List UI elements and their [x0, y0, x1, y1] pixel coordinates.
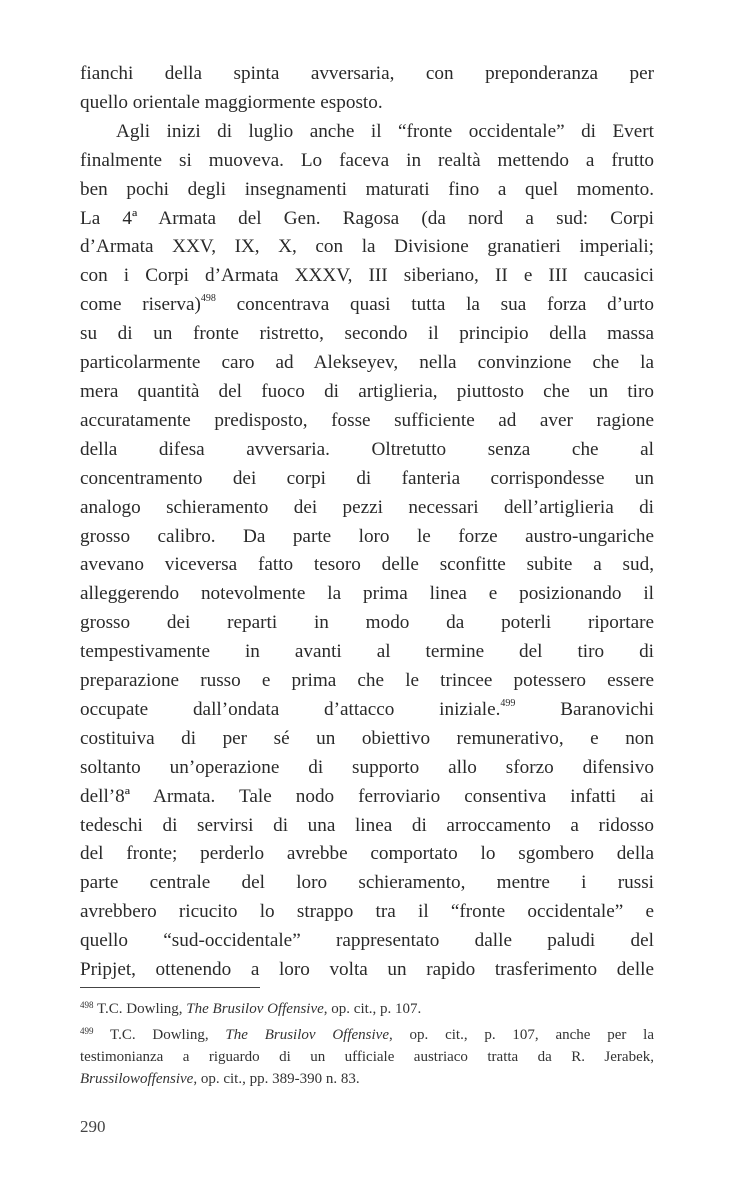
- text-line: avevano viceversa fatto tesoro delle sconfitte subite a sud,: [80, 554, 654, 576]
- text-line: preparazione russo e prima che le trincee potessero essere: [80, 670, 654, 692]
- page-body: [80, 60, 654, 985]
- paragraph-2: [80, 118, 654, 985]
- footnote-498: [80, 994, 654, 1020]
- footnote-text: , op. cit., p. 107, anche per la: [388, 1027, 654, 1043]
- footnote-ref-499: 499: [500, 697, 516, 709]
- text-line: del fronte; perderlo avrebbe comportato lo sgombero della: [80, 843, 654, 865]
- text-line: analogo schieramento dei pezzi necessari dell’artiglieria di: [80, 496, 654, 518]
- footnotes: [80, 994, 654, 1090]
- text-line: della difesa avversaria. Oltretutto senza che al: [80, 438, 654, 460]
- text-line: finalmente si muoveva. Lo faceva in realtà mettendo a frutto: [80, 149, 654, 171]
- text-line-with-note-498: [80, 291, 654, 320]
- text-line: grosso dei reparti in modo da poterli riportare: [80, 612, 654, 634]
- text-line: quello orientale maggiormente esposto.: [80, 91, 383, 113]
- text-line: particolarmente caro ad Alekseyev, nella convinzione che la: [80, 352, 654, 374]
- text-line: parte centrale del loro schieramento, mentre i russi: [80, 872, 654, 894]
- text-line: alleggerendo notevolmente la prima linea e posizionando il: [80, 583, 654, 605]
- footnote-text: , op. cit., pp. 389-390 n. 83.: [193, 1071, 360, 1087]
- footnote-499-line-2: testimonianza a riguardo di un ufficiale austriaco tratta da R. Jerabek,: [80, 1049, 654, 1065]
- text-line: con i Corpi d’Armata XXXV, III siberiano, II e III caucasici: [80, 265, 654, 287]
- footnote-number: 499: [80, 1026, 94, 1036]
- footnote-title: Brussilowoffensive: [80, 1071, 194, 1087]
- footnote-ref-498: 498: [200, 293, 216, 305]
- text-line: avrebbero ricucito lo strappo tra il “fronte occidentale” e: [80, 901, 654, 923]
- text-line: Pripjet, ottenendo a loro volta un rapido trasferimento delle: [80, 959, 654, 981]
- footnote-author: T.C. Dowling,: [96, 1001, 187, 1017]
- text-line: concentramento dei corpi di fanteria corrispondesse un: [80, 467, 654, 489]
- text-line: mera quantità del fuoco di artiglieria, piuttosto che un tiro: [80, 380, 654, 402]
- footnote-number: 498: [80, 1000, 94, 1010]
- footnote-title: The Brusilov Offensive: [186, 1001, 324, 1017]
- text-line: accuratamente predisposto, fosse sufficiente ad aver ragione: [80, 409, 654, 431]
- footnote-divider: [80, 987, 260, 988]
- text-line: soltanto un’operazione di supporto allo sforzo difensivo: [80, 756, 654, 778]
- text-fragment: occupate dall’ondata d’attacco iniziale.: [80, 698, 501, 720]
- footnote-499-line-3: [80, 1068, 654, 1090]
- text-fragment: Baranovichi: [515, 698, 654, 720]
- text-line: su di un fronte ristretto, secondo il principio della massa: [80, 323, 654, 345]
- text-line: quello “sud-occidentale” rappresentato dalle paludi del: [80, 930, 654, 952]
- text-line: ben pochi degli insegnamenti maturati fino a quel momento.: [80, 178, 654, 200]
- text-fragment: come riserva): [80, 294, 201, 316]
- footnote-text: , op. cit., p. 107.: [323, 1001, 422, 1017]
- text-line: costituiva di per sé un obiettivo remunerativo, e non: [80, 727, 654, 749]
- text-line: tedeschi di servirsi di una linea di arroccamento a ridosso: [80, 814, 654, 836]
- text-line: dell’8ª Armata. Tale nodo ferroviario consentiva infatti ai: [80, 785, 654, 807]
- footnote-title: The Brusilov Offensive: [225, 1027, 389, 1043]
- text-line: fianchi della spinta avversaria, con preponderanza per: [80, 63, 654, 84]
- text-line: tempestivamente in avanti al termine del tiro di: [80, 641, 654, 663]
- text-line: d’Armata XXV, IX, X, con la Divisione granatieri imperiali;: [80, 236, 654, 258]
- paragraph-1: [80, 60, 654, 118]
- text-line: Agli inizi di luglio anche il “fronte occidentale” di Evert: [116, 120, 654, 142]
- text-line: grosso calibro. Da parte loro le forze austro-ungariche: [80, 525, 654, 547]
- text-fragment: concentrava quasi tutta la sua forza d’urto: [215, 294, 654, 316]
- page-number: 290: [80, 1117, 106, 1136]
- text-line-with-note-499: [80, 696, 654, 725]
- text-line: La 4ª Armata del Gen. Ragosa (da nord a sud: Corpi: [80, 207, 654, 229]
- footnote-499: [80, 1020, 654, 1046]
- footnote-author: T.C. Dowling,: [110, 1027, 226, 1043]
